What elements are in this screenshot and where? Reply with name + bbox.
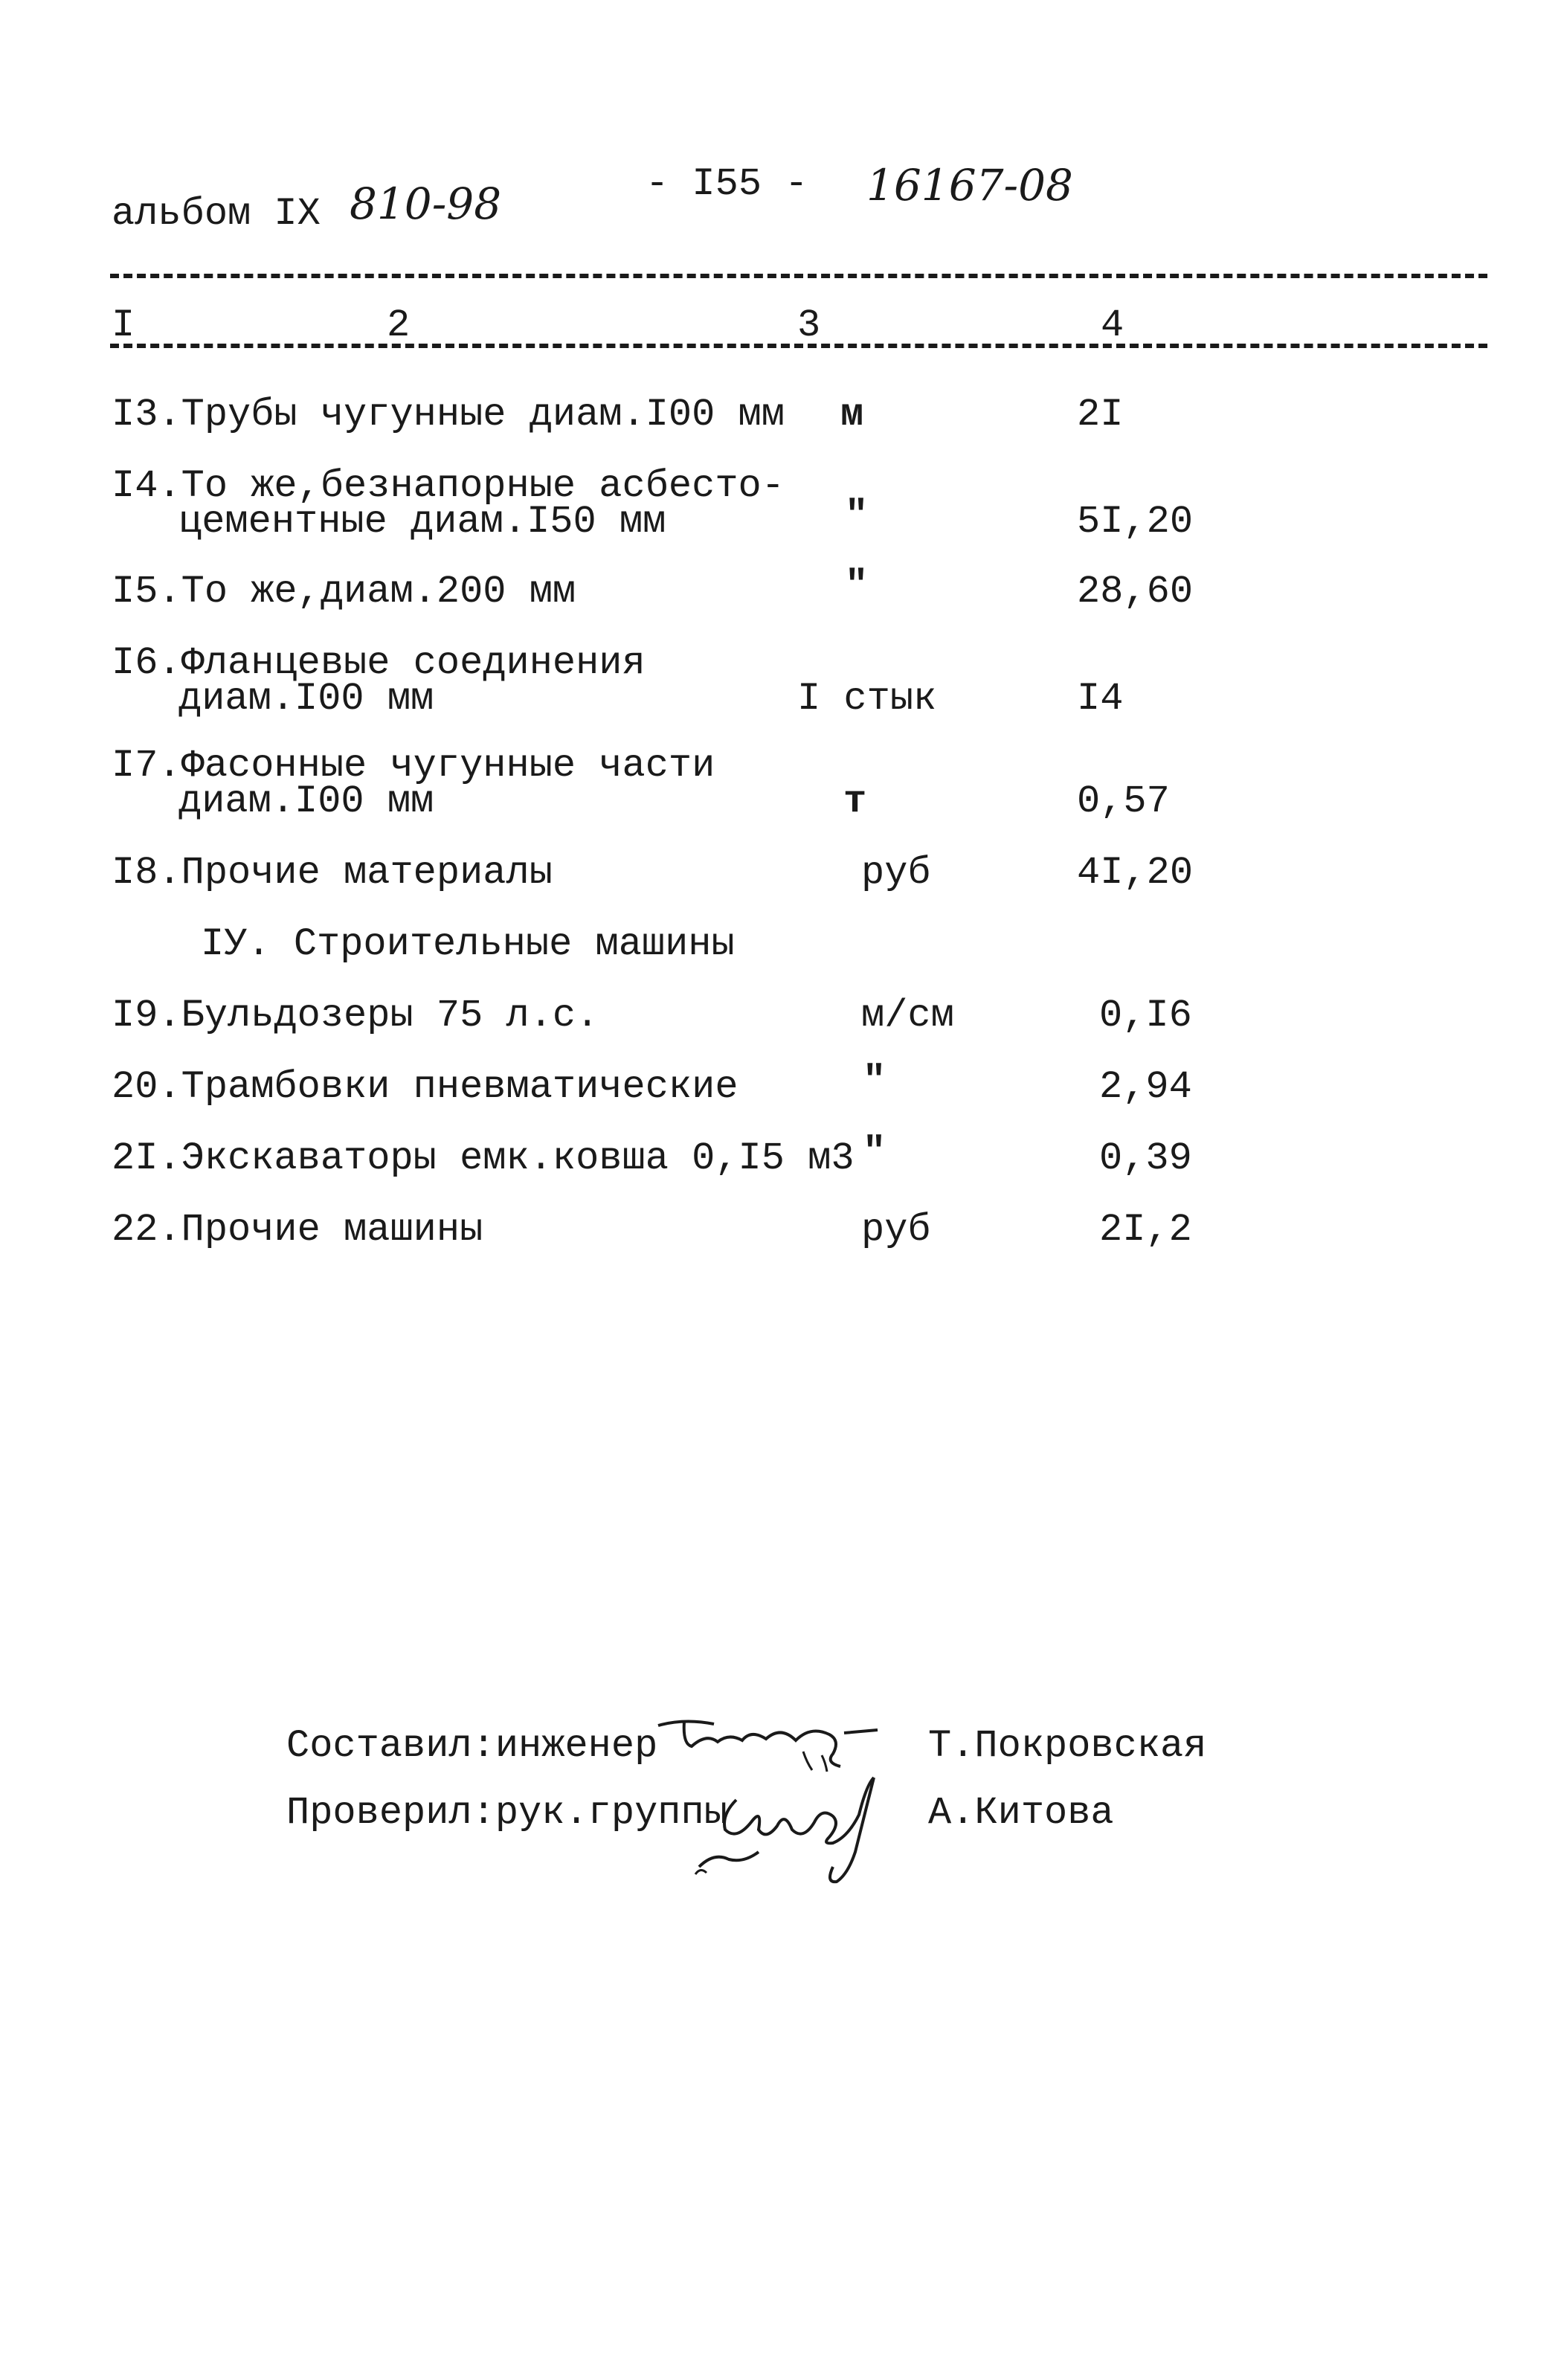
row-unit: " [845, 564, 869, 608]
row-unit: т [843, 779, 867, 823]
page-number: - I55 - [646, 162, 808, 206]
row-description: 20.Трамбовки пневматические [112, 1065, 738, 1109]
album-label: альбом IX [112, 192, 321, 236]
row-value: 4I,20 [1077, 851, 1194, 895]
checked-by-label: Проверил:рук.группы [286, 1791, 727, 1835]
header-divider-bottom [110, 344, 1487, 348]
column-number-1: I [112, 303, 135, 347]
column-number-4: 4 [1101, 303, 1124, 347]
document-code-handwritten: 16167-08 [866, 160, 1073, 210]
row-value: 0,I6 [1099, 994, 1192, 1038]
row-description: 22.Прочие машины [112, 1208, 483, 1252]
row-unit: руб [861, 1208, 931, 1252]
row-description: I9.Бульдозеры 75 л.с. [112, 994, 599, 1038]
row-value: 0,57 [1077, 779, 1170, 823]
row-unit: I стык [797, 677, 937, 721]
row-unit: руб [861, 851, 931, 895]
row-description: I5.То же,диам.200 мм [112, 570, 576, 614]
row-value: 2I [1077, 393, 1124, 437]
row-unit: " [863, 1059, 886, 1103]
checked-by-name: А.Китова [928, 1791, 1114, 1835]
row-description: I8.Прочие материалы [112, 851, 553, 895]
row-value: I4 [1077, 677, 1124, 721]
row-value: 5I,20 [1077, 500, 1194, 544]
row-unit: м [840, 393, 864, 437]
column-number-3: 3 [797, 303, 821, 347]
row-description: I3.Трубы чугунные диам.I00 мм [112, 393, 785, 437]
album-number-handwritten: 810-98 [350, 178, 502, 229]
row-unit: " [863, 1130, 886, 1174]
row-description: 2I.Экскаваторы емк.ковша 0,I5 м3 [112, 1136, 855, 1180]
row-description-continued: диам.I00 мм [178, 677, 434, 721]
row-value: 0,39 [1099, 1136, 1192, 1180]
checked-by-signature [692, 1770, 915, 1889]
row-value: 2,94 [1099, 1065, 1192, 1109]
row-description-continued: диам.I00 мм [178, 779, 434, 823]
row-value: 28,60 [1077, 570, 1194, 614]
row-unit: " [845, 494, 869, 538]
row-description: I6.Фланцевые соединения [112, 641, 646, 685]
row-description: I7.Фасонные чугунные части [112, 744, 715, 788]
compiled-by-label: Составил:инженер [286, 1724, 658, 1768]
header-divider-top [110, 274, 1487, 278]
column-number-2: 2 [387, 303, 411, 347]
row-description-continued: цементные диам.I50 мм [178, 500, 666, 544]
row-value: 2I,2 [1099, 1208, 1192, 1252]
row-unit: м/см [861, 994, 954, 1038]
compiled-by-name: Т.Покровская [928, 1724, 1207, 1768]
row-description: I4.То же,безнапорные асбесто- [112, 464, 785, 508]
section-heading: IУ. Строительные машины [201, 922, 735, 966]
